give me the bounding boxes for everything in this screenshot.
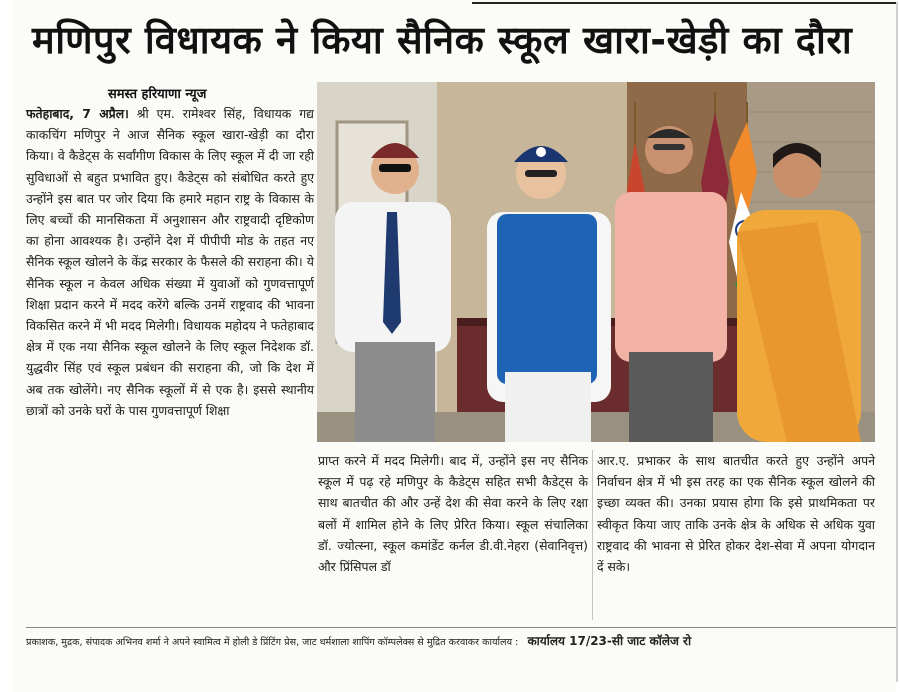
footer-rule <box>26 627 896 628</box>
news-photo <box>317 82 875 442</box>
article-column-right: आर.ए. प्रभाकर के साथ बातचीत करते हुए उन्होंने अपने निर्वाचन क्षेत्र में भी इस तरह का एक सैनिक स्कूल खोलने की इच्छा व्यक्त की। उनका प्रयास होगा कि इसे प्राथमिकता पर स्वीकृत किया जाए ताकि उनके क्षेत्र के अधिक से अधिक युवा राष्ट्रवाद की भावना से प्रेरित होकर देश-सेवा में अपना योगदान दें सके। <box>597 453 875 575</box>
newspaper-page <box>12 0 896 692</box>
column-divider <box>592 450 593 620</box>
article-column-middle: प्राप्त करने में मदद मिलेगी। बाद में, उन्होंने इस नए सैनिक स्कूल में पढ़ रहे मणिपुर के कैडेट्स सहित सभी कैडेट्स के साथ बातचीत की और उन्हें देश की सेवा करने के लिए रक्षा बलों में शामिल होने के लिए प्रेरित किया। स्कूल संचालिका डॉ. ज्योत्स्ना, स्कूल कमांडेंट कर्नल डी.वी.नेहरा (सेवानिवृत्त) और प्रिंसिपल डॉ <box>318 453 588 575</box>
article-column-left <box>26 103 314 421</box>
headline: मणिपुर विधायक ने किया सैनिक स्कूल खारा-खेड़ी का दौरा <box>32 18 853 62</box>
page-edge-rule <box>896 2 898 682</box>
office-address: कार्यालय 17/23-सी जाट कॉलेज रो <box>527 634 692 648</box>
footer-imprint <box>26 632 896 650</box>
dateline: फतेहाबाद, 7 अप्रैल। <box>26 106 129 121</box>
byline: समस्त हरियाणा न्यूज <box>108 87 207 102</box>
imprint-text: प्रकाशक, मुद्रक, संपादक अभिनव शर्मा ने अपने स्वामित्व में होली डे प्रिंटिंग प्रेस, जाट धर्मशाला शापिंग कॉम्पलेक्स से मुद्रित करवाकर कार्यालय : <box>26 637 519 648</box>
top-rule <box>472 2 896 4</box>
photo-illustration <box>317 82 875 442</box>
left-column-text: श्री एम. रामेश्वर सिंह, विधायक गद्य काकचिंग मणिपुर ने आज सैनिक स्कूल खारा-खेड़ी का दौरा किया। वे कैडेट्स के सर्वांगीण विकास के लिए स्कूल में दी जा रही सुविधाओं से बहुत प्रभावित हुए। कैडेट्स को संबोधित करते हुए उन्होंने इस बात पर जोर दिया कि हमारे महान राष्ट्र के विकास के लिए बच्चों की मानसिकता में अनुशासन और राष्ट्रवादी दृष्टिकोण का होना आवश्यक है। उन्होंने देश में पीपीपी मोड के तहत नए सैनिक स्कूल खोलने के केंद्र सरकार के फैसले की सराहना की। ये सैनिक स्कूल न केवल अधिक संख्या में युवाओं को गुणवत्तापूर्ण शिक्षा प्रदान करने में मदद करेंगे बल्कि उनमें राष्ट्रवाद की भावना विकसित करने में भी मदद मिलेगी। विधायक महोदय ने फतेहाबाद क्षेत्र में एक नया सैनिक स्कूल खोलने के लिए स्कूल निदेशक डॉ. युद्धवीर सिंह एवं स्कूल प्रबंधन की सराहना की, जो कि देश में अब तक खोलेंगे। नए सैनिक स्कूलों में से एक है। इससे स्थानीय छात्रों को उनके घरों के पास गुणवत्तापूर्ण शिक्षा <box>26 106 314 418</box>
